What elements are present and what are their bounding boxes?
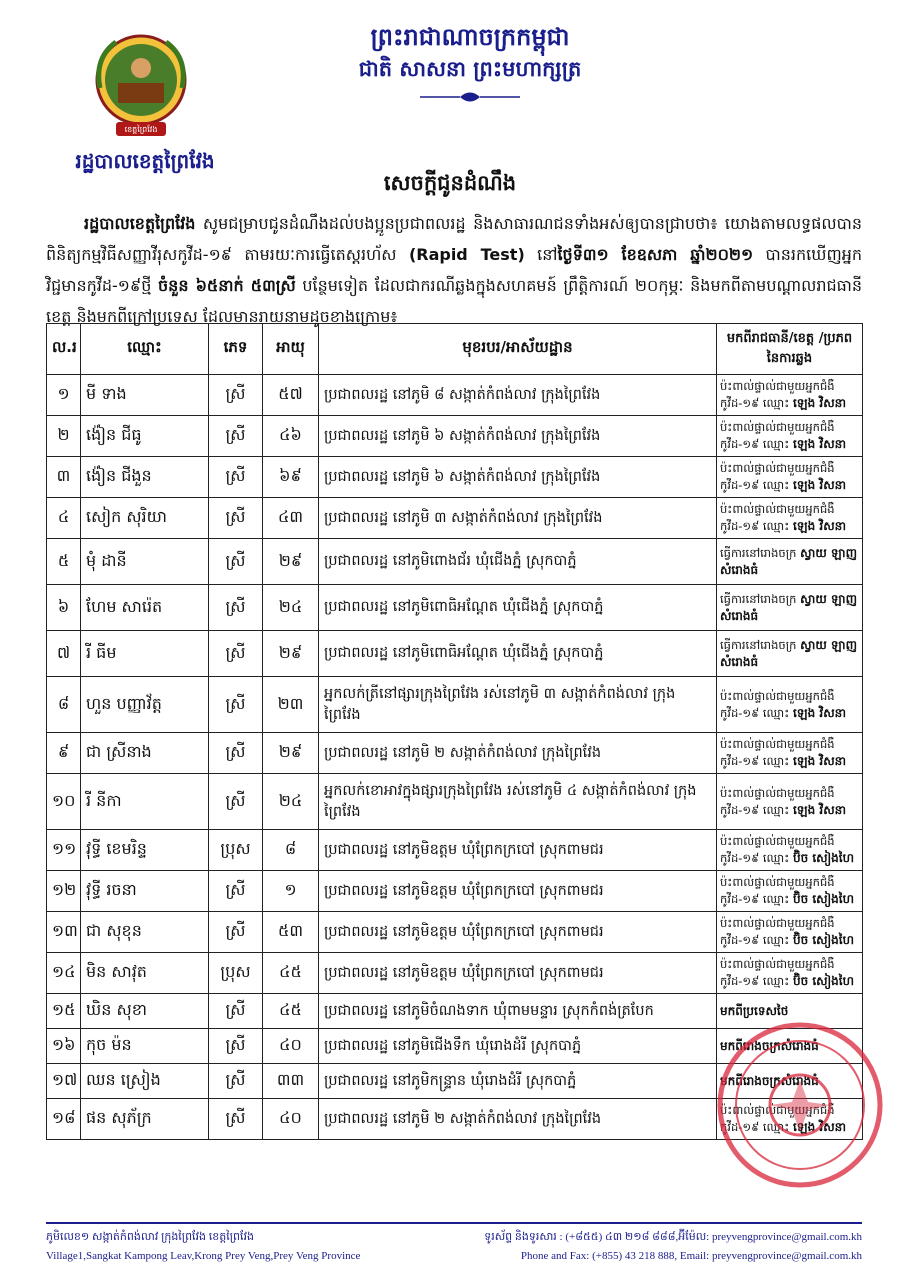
case-name: ផន សុភ័ក្រ: [81, 1099, 209, 1140]
case-age: ២៩: [263, 631, 319, 677]
case-age: ៣៣: [263, 1064, 319, 1099]
case-sex: ស្រី: [209, 912, 263, 953]
case-address: អ្នកលក់ខោអាវក្នុងផ្សារក្រុងព្រៃវែង រស់នៅភូមិ ៤ សង្កាត់កំពង់លាវ ក្រុងព្រៃវែង: [319, 774, 717, 830]
case-source: [717, 416, 863, 457]
table-row: [47, 912, 863, 953]
case-address: ប្រជាពលរដ្ឋ នៅភូមិពោធិអណ្ដែត ឃុំជើងភ្នំ ស្រុកបាភ្នំ: [319, 585, 717, 631]
case-sex: ស្រី: [209, 631, 263, 677]
case-sex: ស្រី: [209, 994, 263, 1029]
case-age: ៤៥: [263, 953, 319, 994]
case-source-text: ប៉ះពាល់ផ្ទាល់ជាមួយអ្នកជំងឺ កូវីដ-១៩ ឈ្មោះ: [720, 916, 835, 947]
case-age: ២៩: [263, 539, 319, 585]
col-header-source: មកពីរាជធានី/ខេត្ត /ប្រភពនៃការឆ្លង: [717, 324, 863, 375]
case-address: ប្រជាពលរដ្ឋ នៅភូមិ ២ សង្កាត់កំពង់លាវ ក្រុងព្រៃវែង: [319, 733, 717, 774]
case-name: រី ធីម: [81, 631, 209, 677]
case-source-highlight: ស្វាយ ឡាញសំរោងធំ: [720, 545, 858, 577]
case-age: ២៩: [263, 733, 319, 774]
footer-address-en: Village1,Sangkat Kampong Leav,Krong Prey Veng,Prey Veng Province: [46, 1250, 361, 1262]
case-sex: ស្រី: [209, 457, 263, 498]
ornament-divider: [420, 90, 520, 104]
col-header-sex: ភេទ: [209, 324, 263, 375]
case-age: ២៤: [263, 585, 319, 631]
col-header-age: អាយុ: [263, 324, 319, 375]
table-row: [47, 830, 863, 871]
case-age: ៤៦: [263, 416, 319, 457]
notice-intro: [46, 208, 862, 332]
case-address: ប្រជាពលរដ្ឋ នៅភូមិកន្ទ្រាន ឃុំរោងដំរី ស្រុកបាភ្នំ: [319, 1064, 717, 1099]
case-address: ប្រជាពលរដ្ឋ នៅភូមិជើងទឹក ឃុំរោងដំរី ស្រុកបាភ្នំ: [319, 1029, 717, 1064]
case-sex: ស្រី: [209, 1064, 263, 1099]
case-sex: ស្រី: [209, 539, 263, 585]
case-source-text: ប៉ះពាល់ផ្ទាល់ជាមួយអ្នកជំងឺ កូវីដ-១៩ ឈ្មោះ: [720, 834, 835, 865]
case-sex: ស្រី: [209, 416, 263, 457]
footer-contact-en: Phone and Fax: (+855) 43 218 888, Email: preyvengprovince@gmail.com.kh: [520, 1250, 862, 1262]
case-address: ប្រជាពលរដ្ឋ នៅភូមិចំណងទាក ឃុំពាមមន្ទារ ស្រុកកំពង់ត្របែក: [319, 994, 717, 1029]
case-name: ង៉ៀន ជីធូ: [81, 416, 209, 457]
intro-text-4: បន្ថែមទៀត ដែលជាករណីឆ្លងក្នុងសហគមន៍ ព្រឹត្តិការណ៍ ២០កុម្ភៈ និងមកពីតាមបណ្ដាលរាជធានីខេត្ត និងមកពីក្រៅប្រទេស ដែលមានរាយនាមដូចខាងក្រោម៖: [46, 276, 863, 326]
table-row: [47, 994, 863, 1029]
case-number: ១២: [47, 871, 81, 912]
intro-text-2: នៅ: [524, 245, 558, 264]
case-address: ប្រជាពលរដ្ឋ នៅភូមិ ៦ សង្កាត់កំពង់លាវ ក្រុងព្រៃវែង: [319, 457, 717, 498]
case-address: ប្រជាពលរដ្ឋ នៅភូមិ ៨ សង្កាត់កំពង់លាវ ក្រុងព្រៃវែង: [319, 375, 717, 416]
case-sex: ស្រី: [209, 774, 263, 830]
case-source: [717, 953, 863, 994]
footer-address-km: ភូមិលេខ១ សង្កាត់កំពង់លាវ ក្រុងព្រៃវែង ខេត្តព្រៃវែង: [46, 1231, 254, 1243]
col-header-no: ល.រ: [47, 324, 81, 375]
province-logo: [88, 28, 194, 140]
case-sex: ស្រី: [209, 677, 263, 733]
case-source: [717, 457, 863, 498]
case-source-text: ប៉ះពាល់ផ្ទាល់ជាមួយអ្នកជំងឺ កូវីដ-១៩ ឈ្មោះ: [720, 785, 835, 817]
table-row: [47, 539, 863, 585]
case-source-text: ប៉ះពាល់ផ្ទាល់ជាមួយអ្នកជំងឺ កូវីដ-១៩ ឈ្មោះ: [720, 957, 835, 988]
case-address: ប្រជាពលរដ្ឋ នៅភូមិឧត្ដម ឃុំព្រែកក្របៅ ស្រុកពាមជរ: [319, 953, 717, 994]
case-source: [717, 871, 863, 912]
table-row: [47, 677, 863, 733]
case-number: ២: [47, 416, 81, 457]
case-name: ហួន បញ្ញាវ័ត្ត: [81, 677, 209, 733]
case-source-text: ប៉ះពាល់ផ្ទាល់ជាមួយអ្នកជំងឺ កូវីដ-១៩ ឈ្មោះ: [720, 1103, 835, 1134]
case-name: មុំ ដានី: [81, 539, 209, 585]
case-number: ៤: [47, 498, 81, 539]
case-number: ១១: [47, 830, 81, 871]
case-number: ៥: [47, 539, 81, 585]
table-row: [47, 774, 863, 830]
case-name: ហែម សារ៉េត: [81, 585, 209, 631]
case-source-text: ប៉ះពាល់ផ្ទាល់ជាមួយអ្នកជំងឺ កូវីដ-១៩ ឈ្មោះ: [720, 420, 835, 451]
case-age: ២៣: [263, 677, 319, 733]
intro-text-3: បានរកឃើញអ្នកវិជ្ជមានកូវីដ-១៩ថ្មី: [46, 245, 863, 295]
case-sex: ស្រី: [209, 585, 263, 631]
intro-rapid-test: (Rapid Test): [408, 245, 525, 264]
office-name: រដ្ឋបាលខេត្តព្រៃវែង: [75, 149, 215, 173]
case-sex: ស្រី: [209, 375, 263, 416]
case-name: កុច ម៉ន: [81, 1029, 209, 1064]
case-source: [717, 498, 863, 539]
case-number: ៧: [47, 631, 81, 677]
case-source-text: ប៉ះពាល់ផ្ទាល់ជាមួយអ្នកជំងឺ កូវីដ-១៩ ឈ្មោះ: [720, 688, 835, 720]
case-source-text: ធ្វើការនៅរោងចក្រ: [720, 637, 801, 652]
case-sex: ប្រុស: [209, 830, 263, 871]
case-age: ១: [263, 871, 319, 912]
case-source-highlight: ស្វាយ ឡាញសំរោងធំ: [720, 637, 858, 669]
case-address: ប្រជាពលរដ្ឋ នៅភូមិពោធិអណ្ដែត ឃុំជើងភ្នំ ស្រុកបាភ្នំ: [319, 631, 717, 677]
case-address: ប្រជាពលរដ្ឋ នៅភូមិ ២ សង្កាត់កំពង់លាវ ក្រុងព្រៃវែង: [319, 1099, 717, 1140]
case-source-highlight: ឡេង វិសនា: [792, 802, 847, 817]
case-number: ១៤: [47, 953, 81, 994]
case-source-highlight: ឡេង វិសនា: [792, 519, 847, 533]
case-source: [717, 677, 863, 733]
table-row: [47, 498, 863, 539]
logo-caption: ខេត្តព្រៃវែង: [124, 125, 158, 134]
case-number: ១៦: [47, 1029, 81, 1064]
case-source: [717, 912, 863, 953]
national-motto: ជាតិ សាសនា ព្រះមហាក្សត្រ: [358, 57, 582, 81]
case-source-highlight: ឡេង វិសនា: [792, 1120, 847, 1134]
table-row: [47, 1029, 863, 1064]
case-age: ៤០: [263, 1099, 319, 1140]
case-number: ១៧: [47, 1064, 81, 1099]
case-source: [717, 733, 863, 774]
intro-count: ចំនួន ៦៥នាក់ ៥៣ស្រី: [158, 276, 296, 295]
case-source-text: ធ្វើការនៅរោងចក្រ: [720, 591, 801, 606]
case-source: [717, 375, 863, 416]
case-age: ៦៩: [263, 457, 319, 498]
case-address: ប្រជាពលរដ្ឋ នៅភូមិឧត្ដម ឃុំព្រែកក្របៅ ស្រុកពាមជរ: [319, 912, 717, 953]
case-name: ជា សុខុន: [81, 912, 209, 953]
case-source: [717, 539, 863, 585]
case-source: [717, 774, 863, 830]
case-age: ៥៧: [263, 375, 319, 416]
case-number: ៨: [47, 677, 81, 733]
case-age: ៤៣: [263, 498, 319, 539]
case-source-text: ប៉ះពាល់ផ្ទាល់ជាមួយអ្នកជំងឺ កូវីដ-១៩ ឈ្មោះ: [720, 502, 835, 533]
case-age: ២៤: [263, 774, 319, 830]
table-row: [47, 953, 863, 994]
case-name: វុទ្ធី ខេមរិន្ទ: [81, 830, 209, 871]
table-row: [47, 871, 863, 912]
case-sex: ប្រុស: [209, 953, 263, 994]
intro-text-1: សូមជម្រាបជូនដំណឹងដល់បងប្អូនប្រជាពលរដ្ឋ និងសាធារណជនទាំងអស់ឲ្យបានជ្រាបថា៖ យោងតាមលទ្ធផលបានពិនិត្យកម្មវិធីសញ្ញាវីរុសកូវីដ-១៩ តាមរយៈការធ្វើតេស្តរហ័ស: [46, 214, 862, 264]
case-source-text: ធ្វើការនៅរោងចក្រ: [720, 545, 801, 560]
case-source-highlight: ប៊ិច សៀងហៃ: [792, 892, 855, 906]
case-age: ៥៣: [263, 912, 319, 953]
table-row: [47, 457, 863, 498]
table-row: [47, 416, 863, 457]
case-address: ប្រជាពលរដ្ឋ នៅភូមិឧត្ដម ឃុំព្រែកក្របៅ ស្រុកពាមជរ: [319, 830, 717, 871]
case-name: ឈន ស្រៀង: [81, 1064, 209, 1099]
case-source-highlight: ឡេង វិសនា: [792, 437, 847, 451]
case-address: ប្រជាពលរដ្ឋ នៅភូមិ ៣ សង្កាត់កំពង់លាវ ក្រុងព្រៃវែង: [319, 498, 717, 539]
case-source: [717, 1064, 863, 1099]
case-number: ៦: [47, 585, 81, 631]
case-sex: ស្រី: [209, 498, 263, 539]
notice-title: សេចក្ដីជូនដំណឹង: [383, 171, 517, 195]
case-number: ១៨: [47, 1099, 81, 1140]
case-source: [717, 631, 863, 677]
case-name: វុទ្ធី រចនា: [81, 871, 209, 912]
table-row: [47, 1064, 863, 1099]
table-row: [47, 1099, 863, 1140]
case-source-text: ប៉ះពាល់ផ្ទាល់ជាមួយអ្នកជំងឺ កូវីដ-១៩ ឈ្មោះ: [720, 737, 835, 768]
case-source: [717, 1029, 863, 1064]
case-address: អ្នកលក់ត្រីនៅផ្សារក្រុងព្រៃវែង រស់នៅភូមិ ៣ សង្កាត់កំពង់លាវ ក្រុងព្រៃវែង: [319, 677, 717, 733]
table-header-row: [47, 324, 863, 375]
case-source-highlight: ប៊ិច សៀងហៃ: [792, 974, 855, 988]
case-source-highlight: ស្វាយ ឡាញសំរោងធំ: [720, 591, 858, 623]
case-source-highlight: ឡេង វិសនា: [792, 396, 847, 410]
case-source: [717, 994, 863, 1029]
case-number: ១: [47, 375, 81, 416]
table-row: [47, 631, 863, 677]
case-name: មី ទាង: [81, 375, 209, 416]
case-source-highlight: ប៊ិច សៀងហៃ: [792, 851, 855, 865]
case-address: ប្រជាពលរដ្ឋ នៅភូមិ ៦ សង្កាត់កំពង់លាវ ក្រុងព្រៃវែង: [319, 416, 717, 457]
case-address: ប្រជាពលរដ្ឋ នៅភូមិឧត្ដម ឃុំព្រែកក្របៅ ស្រុកពាមជរ: [319, 871, 717, 912]
kingdom-title: ព្រះរាជាណាចក្រកម្ពុជា: [370, 23, 570, 51]
case-sex: ស្រី: [209, 1099, 263, 1140]
case-number: ៩: [47, 733, 81, 774]
case-name: សៀក សុរិយា: [81, 498, 209, 539]
case-age: ៤៥: [263, 994, 319, 1029]
table-row: [47, 375, 863, 416]
case-name: រី នីកា: [81, 774, 209, 830]
case-number: ១០: [47, 774, 81, 830]
intro-lead: រដ្ឋបាលខេត្តព្រៃវែង: [84, 214, 196, 233]
cases-table: [46, 323, 863, 1140]
case-sex: ស្រី: [209, 1029, 263, 1064]
case-age: ៤០: [263, 1029, 319, 1064]
table-row: [47, 733, 863, 774]
case-source-highlight: ឡេង វិសនា: [792, 754, 847, 768]
case-source-text: ប៉ះពាល់ផ្ទាល់ជាមួយអ្នកជំងឺ កូវីដ-១៩ ឈ្មោះ: [720, 461, 835, 492]
case-source: [717, 585, 863, 631]
case-name: ឃិន សុខា: [81, 994, 209, 1029]
footer-divider: [46, 1222, 862, 1224]
case-source-highlight: ប៊ិច សៀងហៃ: [792, 933, 855, 947]
case-number: ១៥: [47, 994, 81, 1029]
case-source-highlight: មកពីរោងចក្រសំរោងធំ: [720, 1073, 819, 1088]
case-address: ប្រជាពលរដ្ឋ នៅភូមិពោងជ័រ ឃុំជើងភ្នំ ស្រុកបាភ្នំ: [319, 539, 717, 585]
case-number: ១៣: [47, 912, 81, 953]
case-source: [717, 1099, 863, 1140]
case-name: ជា ស្រីនាង: [81, 733, 209, 774]
case-name: ង៉ៀន ជីងួន: [81, 457, 209, 498]
case-sex: ស្រី: [209, 733, 263, 774]
case-age: ៨: [263, 830, 319, 871]
case-source-highlight: មកពីរោងចក្រសំរោងធំ: [720, 1038, 819, 1053]
case-source-highlight: ឡេង វិសនា: [792, 705, 847, 720]
case-number: ៣: [47, 457, 81, 498]
col-header-name: ឈ្មោះ: [81, 324, 209, 375]
intro-date: ថ្ងៃទី៣១ ខែឧសភា ឆ្នាំ២០២១: [557, 245, 754, 264]
case-source-highlight: មកពីប្រទេសថៃ: [720, 1003, 789, 1018]
case-source-highlight: ឡេង វិសនា: [792, 478, 847, 492]
col-header-address: មុខរបរ/អាស័យដ្ឋាន: [319, 324, 717, 375]
case-source-text: ប៉ះពាល់ផ្ទាល់ជាមួយអ្នកជំងឺ កូវីដ-១៩ ឈ្មោះ: [720, 875, 835, 906]
case-source-text: ប៉ះពាល់ផ្ទាល់ជាមួយអ្នកជំងឺ កូវីដ-១៩ ឈ្មោះ: [720, 379, 835, 410]
footer-contact-km: ទូរស័ព្ទ និងទូរសារ : (+៨៥៥) ៤៣ ២១៨ ៨៨៨,អ៊ីម៉ែល: preyvengprovince@gmail.com.kh: [484, 1231, 862, 1243]
table-row: [47, 585, 863, 631]
case-sex: ស្រី: [209, 871, 263, 912]
case-name: មិន សាវុត: [81, 953, 209, 994]
case-source: [717, 830, 863, 871]
